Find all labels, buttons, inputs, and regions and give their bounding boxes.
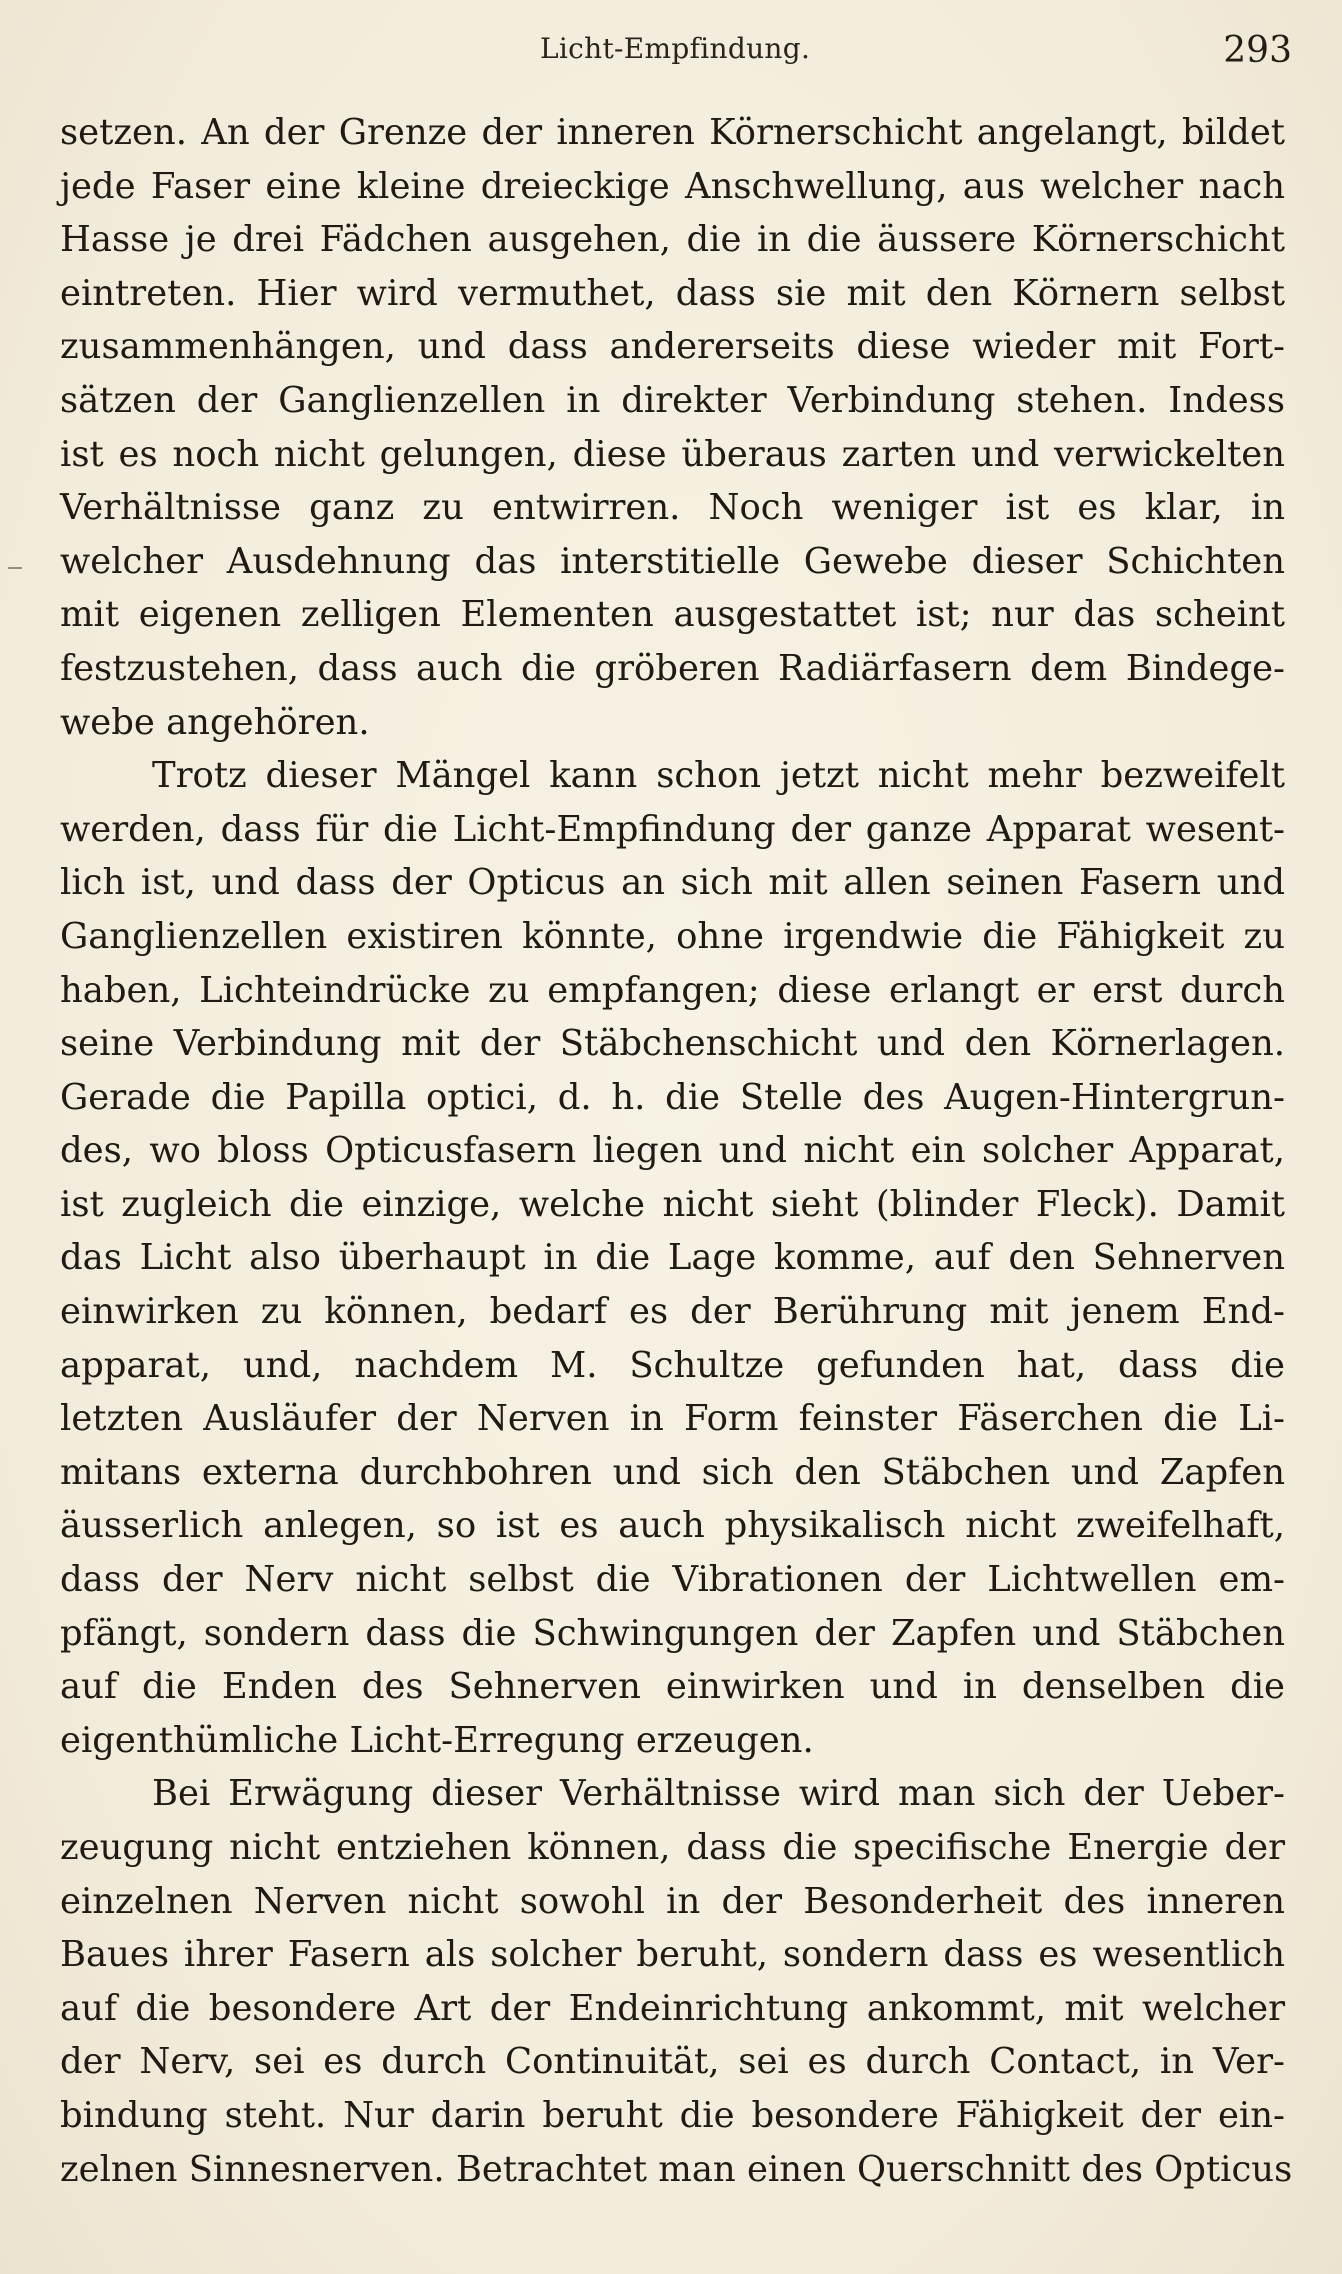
text-line: ist es noch nicht gelungen, diese überaus zarten und verwickelten [60,433,1285,475]
text-line: auf die Enden des Sehnerven einwirken und in denselben die [60,1666,1285,1708]
text-line: eintreten. Hier wird vermuthet, dass sie mit den Körnern selbst [60,272,1285,314]
text-line: apparat, und, nachdem M. Schultze gefunden hat, dass die [60,1344,1285,1386]
text-line: Baues ihrer Fasern als solcher beruht, sondern dass es wesentlich [60,1934,1285,1976]
page-number: 293 [1223,30,1292,71]
text-line: werden, dass für die Licht-Empfindung der ganze Apparat wesent- [60,808,1285,850]
text-line: einzelnen Nerven nicht sowohl in der Besonderheit des inneren [60,1880,1285,1922]
text-line: festzustehen, dass auch die gröberen Radiärfasern dem Bindege- [60,647,1285,689]
text-line: auf die besondere Art der Endeinrichtung ankommt, mit welcher [60,1987,1285,2029]
text-line: ist zugleich die einzige, welche nicht sieht (blinder Fleck). Damit [60,1183,1285,1225]
text-line: das Licht also überhaupt in die Lage komme, auf den Sehnerven [60,1237,1285,1279]
running-head: Licht-Empfindung. [540,32,811,65]
text-line: der Nerv, sei es durch Continuität, sei es durch Contact, in Ver- [60,2041,1285,2083]
text-line: bindung steht. Nur darin beruht die besondere Fähigkeit der ein- [60,2094,1285,2136]
text-line: äusserlich anlegen, so ist es auch physikalisch nicht zweifelhaft, [60,1505,1285,1547]
text-line: dass der Nerv nicht selbst die Vibrationen der Lichtwellen em- [60,1559,1285,1601]
text-line: haben, Lichteindrücke zu empfangen; diese erlangt er erst durch [60,969,1285,1011]
text-line: zusammenhängen, und dass andererseits diese wieder mit Fort- [60,326,1285,368]
body-text [60,106,1293,2196]
text-line: zelnen Sinnesnerven. Betrachtet man einen Querschnitt des Opticus [60,2148,1293,2190]
page-header [0,22,1342,82]
text-line: lich ist, und dass der Opticus an sich mit allen seinen Fasern und [60,862,1285,904]
text-line: letzten Ausläufer der Nerven in Form feinster Fäserchen die Li- [60,1398,1285,1440]
text-line: Trotz dieser Mängel kann schon jetzt nicht mehr bezweifelt [152,755,1285,797]
text-line: Gerade die Papilla optici, d. h. die Stelle des Augen-Hintergrun- [60,1076,1285,1118]
text-line: zeugung nicht entziehen können, dass die specifische Energie der [60,1827,1285,1868]
text-line: seine Verbindung mit der Stäbchenschicht und den Körnerlagen. [60,1023,1285,1065]
text-line: sätzen der Ganglienzellen in direkter Verbindung stehen. Indess [60,379,1285,421]
margin-mark [8,567,22,569]
text-line: einwirken zu können, bedarf es der Berührung mit jenem End- [60,1291,1285,1333]
text-line: des, wo bloss Opticusfasern liegen und nicht ein solcher Apparat, [60,1130,1285,1172]
text-line: mitans externa durchbohren und sich den Stäbchen und Zapfen [60,1451,1285,1493]
text-line: Verhältnisse ganz zu entwirren. Noch weniger ist es klar, in [60,487,1285,529]
text-line: pfängt, sondern dass die Schwingungen der Zapfen und Stäbchen [60,1612,1285,1654]
text-line: Hasse je drei Fädchen ausgehen, die in die äussere Körnerschicht [60,219,1285,261]
text-line: jede Faser eine kleine dreieckige Anschwellung, aus welcher nach [60,165,1285,207]
text-line: setzen. An der Grenze der inneren Körnerschicht angelangt, bildet [60,112,1285,153]
text-line: eigenthümliche Licht-Erregung erzeugen. [60,1719,814,1761]
text-line: Bei Erwägung dieser Verhältnisse wird man sich der Ueber- [152,1773,1285,1815]
text-line: Ganglienzellen existiren könnte, ohne irgendwie die Fähigkeit zu [60,915,1285,957]
text-line: mit eigenen zelligen Elementen ausgestattet ist; nur das scheint [60,594,1285,636]
text-line: welcher Ausdehnung das interstitielle Gewebe dieser Schichten [60,540,1285,582]
text-line: webe angehören. [60,701,370,743]
